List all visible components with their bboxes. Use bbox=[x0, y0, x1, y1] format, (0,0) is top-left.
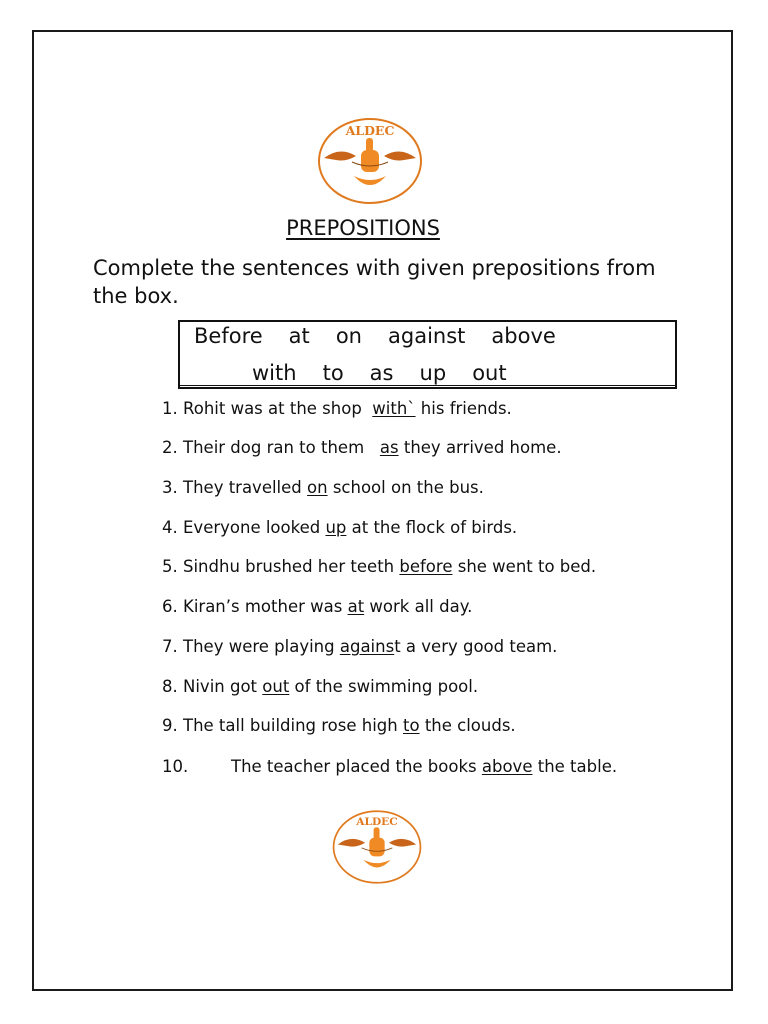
question-1 bbox=[162, 399, 512, 418]
question-number: 4. bbox=[162, 518, 178, 537]
question-answer: as bbox=[379, 438, 399, 457]
instructions: Complete the sentences with given prepositions from the box. bbox=[93, 256, 656, 308]
question-2 bbox=[162, 438, 562, 457]
question-text-before: Nivin got bbox=[183, 677, 263, 696]
question-number: 10. bbox=[162, 757, 189, 776]
question-text-after: at the flock of birds. bbox=[346, 518, 518, 537]
question-answer: on bbox=[307, 478, 328, 497]
question-text-after: school on the bus. bbox=[327, 478, 484, 497]
question-number: 7. bbox=[162, 637, 178, 656]
question-text-after: she went to bed. bbox=[452, 557, 597, 576]
question-answer: before bbox=[399, 557, 453, 576]
question-answer: above bbox=[481, 757, 533, 776]
question-text-before: The tall building rose high bbox=[183, 716, 403, 735]
question-text-after: his friends. bbox=[415, 399, 512, 418]
question-10 bbox=[162, 757, 617, 776]
question-8 bbox=[162, 677, 478, 696]
word-box bbox=[178, 320, 677, 389]
page-title: PREPOSITIONS bbox=[286, 216, 440, 240]
question-text-after: the clouds. bbox=[419, 716, 516, 735]
question-text-before: Their dog ran to them bbox=[183, 438, 380, 457]
question-text-before: Sindhu brushed her teeth bbox=[183, 557, 400, 576]
question-answer: to bbox=[403, 716, 420, 735]
question-number: 8. bbox=[162, 677, 178, 696]
question-number: 5. bbox=[162, 557, 178, 576]
question-text-before: They travelled bbox=[183, 478, 308, 497]
question-3 bbox=[162, 478, 484, 497]
question-text-before: The teacher placed the books bbox=[231, 757, 482, 776]
question-answer: out bbox=[262, 677, 290, 696]
question-text-after: they arrived home. bbox=[398, 438, 562, 457]
question-number: 3. bbox=[162, 478, 178, 497]
question-text-after: the table. bbox=[532, 757, 618, 776]
question-answer: agains bbox=[339, 637, 395, 656]
logo-text: ALDEC bbox=[345, 123, 395, 138]
question-answer: at bbox=[347, 597, 365, 616]
word-box-line-1: Before at on against above bbox=[194, 324, 556, 348]
question-5 bbox=[162, 557, 596, 576]
aldec-logo-bottom bbox=[331, 808, 423, 886]
question-answer: up bbox=[325, 518, 347, 537]
question-6 bbox=[162, 597, 472, 616]
question-text-before: They were playing bbox=[183, 637, 340, 656]
question-9 bbox=[162, 716, 516, 735]
question-number: 9. bbox=[162, 716, 178, 735]
question-number: 2. bbox=[162, 438, 178, 457]
question-text-before: Everyone looked bbox=[183, 518, 326, 537]
question-text-before: Kiran’s mother was bbox=[183, 597, 348, 616]
question-4 bbox=[162, 518, 517, 537]
question-text-after: t a very good team. bbox=[394, 637, 558, 656]
question-7 bbox=[162, 637, 557, 656]
question-text-before: Rohit was at the shop bbox=[183, 399, 373, 418]
question-answer: with` bbox=[372, 399, 416, 418]
question-number: 1. bbox=[162, 399, 178, 418]
logo-text: ALDEC bbox=[356, 814, 398, 828]
question-text-after: of the swimming pool. bbox=[289, 677, 479, 696]
question-number: 6. bbox=[162, 597, 178, 616]
word-box-line-2: with to as up out bbox=[252, 361, 507, 385]
question-text-after: work all day. bbox=[364, 597, 473, 616]
aldec-logo-top bbox=[316, 116, 424, 206]
